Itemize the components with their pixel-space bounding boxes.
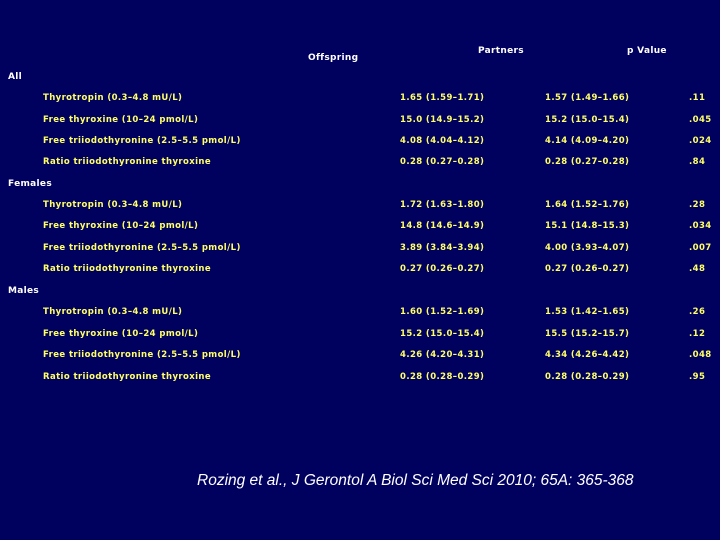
partners-value: 15.5 (15.2–15.7) — [545, 329, 630, 339]
measure-label: Free triiodothyronine (2.5–5.5 pmol/L) — [43, 350, 241, 360]
measure-label: Free triiodothyronine (2.5–5.5 pmol/L) — [43, 136, 241, 146]
p-value: .048 — [689, 350, 712, 360]
partners-value: 15.2 (15.0–15.4) — [545, 115, 630, 125]
p-value: .95 — [689, 372, 706, 382]
offspring-value: 14.8 (14.6–14.9) — [400, 221, 485, 231]
p-value: .12 — [689, 329, 706, 339]
measure-label: Thyrotropin (0.3–4.8 mU/L) — [43, 93, 183, 103]
p-value: .007 — [689, 243, 712, 253]
partners-value: 0.27 (0.26–0.27) — [545, 264, 630, 274]
column-header-partners: Partners — [478, 46, 524, 56]
partners-value: 1.53 (1.42–1.65) — [545, 307, 630, 317]
table-row — [0, 136, 720, 152]
measure-label: Ratio triiodothyronine thyroxine — [43, 157, 212, 167]
offspring-value: 0.28 (0.28–0.29) — [400, 372, 485, 382]
measure-label: Free thyroxine (10–24 pmol/L) — [43, 329, 199, 339]
offspring-value: 3.89 (3.84–3.94) — [400, 243, 485, 253]
p-value: .48 — [689, 264, 706, 274]
p-value: .84 — [689, 157, 706, 167]
p-value: .11 — [689, 93, 706, 103]
table-row — [0, 350, 720, 366]
measure-label: Thyrotropin (0.3–4.8 mU/L) — [43, 307, 183, 317]
offspring-value: 15.2 (15.0–15.4) — [400, 329, 485, 339]
group-label-females: Females — [8, 179, 52, 189]
p-value: .26 — [689, 307, 706, 317]
column-header-pvalue: p Value — [627, 46, 667, 56]
partners-value: 1.64 (1.52–1.76) — [545, 200, 630, 210]
partners-value: 4.00 (3.93–4.07) — [545, 243, 630, 253]
partners-value: 15.1 (14.8–15.3) — [545, 221, 630, 231]
table-row — [0, 157, 720, 173]
measure-label: Free triiodothyronine (2.5–5.5 pmol/L) — [43, 243, 241, 253]
table-row — [0, 372, 720, 388]
measure-label: Ratio triiodothyronine thyroxine — [43, 264, 212, 274]
partners-value: 4.34 (4.26–4.42) — [545, 350, 630, 360]
offspring-value: 1.60 (1.52–1.69) — [400, 307, 485, 317]
measure-label: Free thyroxine (10–24 pmol/L) — [43, 221, 199, 231]
table-row — [0, 243, 720, 259]
p-value: .28 — [689, 200, 706, 210]
group-label-all: All — [8, 72, 23, 82]
offspring-value: 4.26 (4.20–4.31) — [400, 350, 485, 360]
table-row — [0, 93, 720, 109]
partners-value: 1.57 (1.49–1.66) — [545, 93, 630, 103]
table-row — [0, 115, 720, 131]
p-value: .024 — [689, 136, 712, 146]
partners-value: 0.28 (0.27–0.28) — [545, 157, 630, 167]
table-row — [0, 307, 720, 323]
table-row — [0, 329, 720, 345]
citation: Rozing et al., J Gerontol A Biol Sci Med Sci 2010; 65A: 365-368 — [197, 472, 634, 489]
table-row — [0, 200, 720, 216]
measure-label: Thyrotropin (0.3–4.8 mU/L) — [43, 200, 183, 210]
measure-label: Ratio triiodothyronine thyroxine — [43, 372, 212, 382]
partners-value: 0.28 (0.28–0.29) — [545, 372, 630, 382]
offspring-value: 4.08 (4.04–4.12) — [400, 136, 485, 146]
offspring-value: 1.65 (1.59–1.71) — [400, 93, 485, 103]
table-row — [0, 264, 720, 280]
column-header-offspring: Offspring — [308, 53, 359, 63]
offspring-value: 0.28 (0.27–0.28) — [400, 157, 485, 167]
offspring-value: 15.0 (14.9–15.2) — [400, 115, 485, 125]
measure-label: Free thyroxine (10–24 pmol/L) — [43, 115, 199, 125]
partners-value: 4.14 (4.09–4.20) — [545, 136, 630, 146]
p-value: .034 — [689, 221, 712, 231]
table-row — [0, 221, 720, 237]
p-value: .045 — [689, 115, 712, 125]
offspring-value: 0.27 (0.26–0.27) — [400, 264, 485, 274]
offspring-value: 1.72 (1.63–1.80) — [400, 200, 485, 210]
group-label-males: Males — [8, 286, 40, 296]
